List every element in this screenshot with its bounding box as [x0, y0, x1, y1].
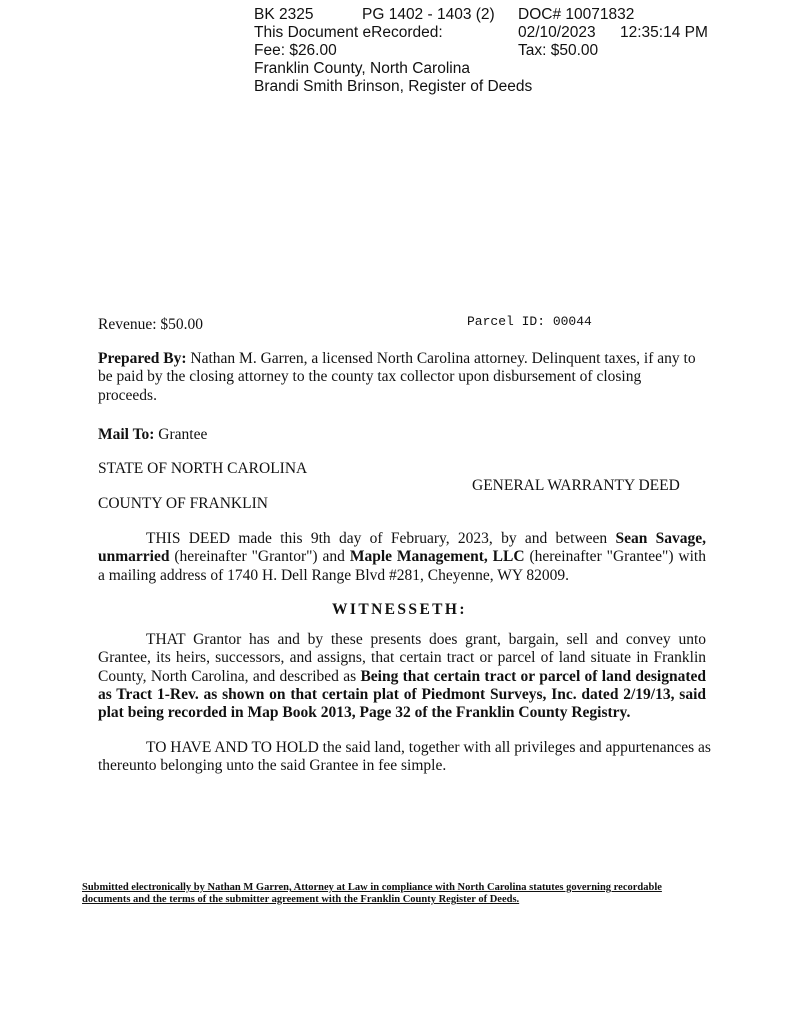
grant-text: THAT Grantor has and by these presents does grant, bargain, sell and convey unto Grantee, its heirs, successors, and assigns, that certain tract or parcel of land situate in Franklin County, North Carolina, and described as [98, 631, 706, 685]
recording-time: 12:35:14 PM [620, 24, 708, 41]
mail-to [98, 426, 706, 444]
legal-description: Being that certain tract or parcel of land designated as Tract 1-Rev. as shown on that certain plat of Piedmont Surveys, Inc. dated 2/19/13, said plat being recorded in Map Book 2013, Page 32 of the Franklin County Registry. [98, 667, 706, 722]
submission-footer: Submitted electronically by Nathan M Garren, Attorney at Law in compliance with North Carolina statutes governing recordable documents and the terms of the submitter agreement with the Franklin County Register of Deeds. [82, 882, 662, 905]
erecorded-label: This Document eRecorded: [254, 24, 443, 41]
recording-tax: Tax: $50.00 [518, 42, 599, 59]
recording-book: BK 2325 [254, 6, 314, 23]
habendum-paragraph: TO HAVE AND TO HOLD the said land, together with all privileges and appurtenances as thereunto belonging unto the said Grantee in fee simple. [98, 739, 711, 775]
witnesseth-heading: WITNESSETH: [332, 601, 467, 618]
prepared-by [98, 350, 698, 405]
deed-text-2: (hereinafter "Grantor") and [169, 548, 350, 566]
grantee-name: Maple Management, LLC [349, 548, 525, 566]
deed-title: GENERAL WARRANTY DEED [472, 477, 680, 494]
recording-date: 02/10/2023 [518, 24, 596, 41]
recording-fee: Fee: $26.00 [254, 42, 337, 59]
prepared-by-text: Nathan M. Garren, a licensed North Carolina attorney. Delinquent taxes, if any to be paid by the closing attorney to the county tax collector upon disbursement of closing proceeds. [98, 350, 696, 404]
revenue-stamp: Revenue: $50.00 [98, 316, 204, 333]
deed-text-1: THIS DEED made this 9th day of February, 2023, by and between [146, 530, 616, 547]
state-heading: STATE OF NORTH CAROLINA [98, 460, 308, 477]
recording-pages: PG 1402 - 1403 (2) [362, 6, 495, 23]
mail-to-text: Grantee [158, 426, 208, 443]
mail-to-label: Mail To: [98, 426, 155, 443]
deed-text-3: (hereinafter "Grantee") with a mailing address of 1740 H. Dell Range Blvd #281, Cheyenne, WY 82009. [98, 548, 706, 584]
county-heading: COUNTY OF FRANKLIN [98, 495, 268, 512]
parcel-id: Parcel ID: 00044 [467, 314, 592, 329]
register-of-deeds: Brandi Smith Brinson, Register of Deeds [254, 78, 533, 95]
prepared-by-label: Prepared By: [98, 350, 187, 367]
grantor-name: Sean Savage, unmarried [98, 530, 706, 566]
grant-paragraph [98, 631, 706, 722]
recording-county: Franklin County, North Carolina [254, 60, 470, 77]
deed-paragraph [98, 530, 706, 585]
recording-doc-number: DOC# 10071832 [518, 6, 635, 23]
